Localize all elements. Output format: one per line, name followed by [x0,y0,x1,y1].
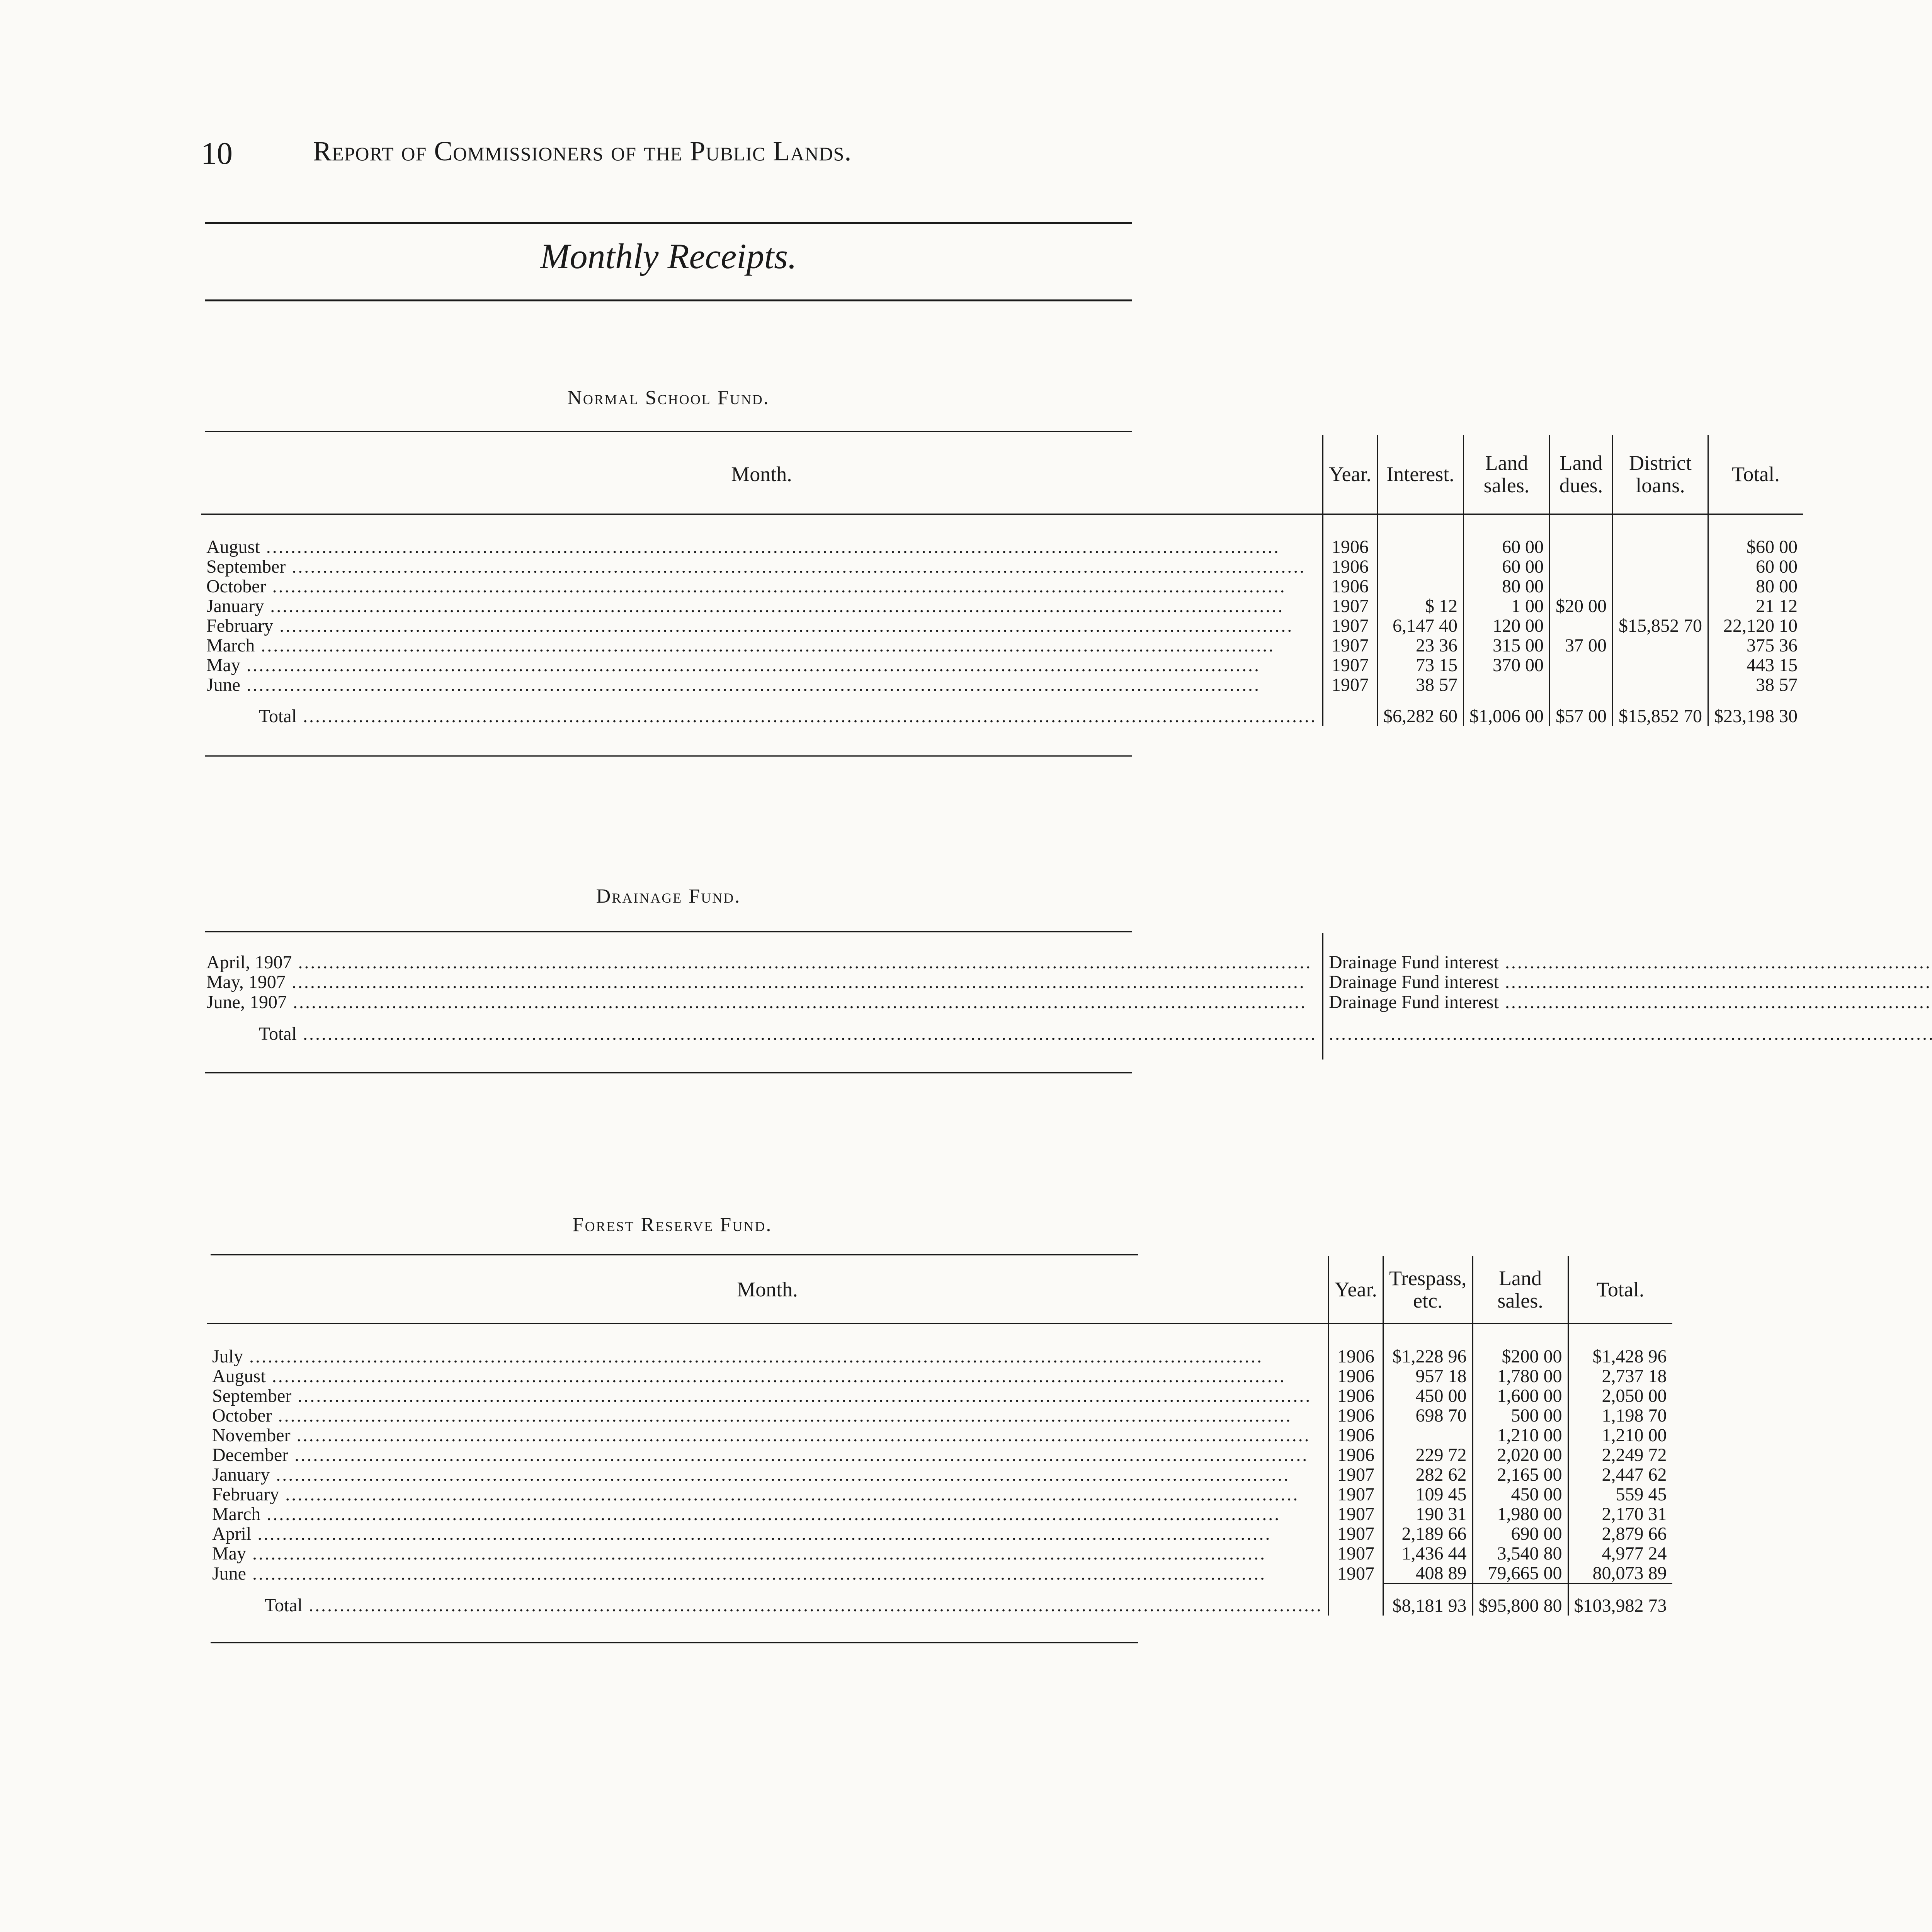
drainage-fund-title: Drainage Fund. [596,885,741,907]
row-land-sales: $200 00 [1473,1347,1568,1366]
row-year: 1907 [1328,1563,1383,1584]
row-total: $60 00 [1746,537,1798,557]
row-total: 22,120 10 [1723,616,1798,636]
row-description: Drainage Fund interest ..... [1323,972,1932,992]
row-description: Drainage Fund interest ..... [1323,992,1932,1012]
row-land-dues: $20 00 [1549,596,1612,616]
row-month: March ..... [201,636,1323,655]
row-interest [1377,577,1463,596]
normal-school-table [201,435,1803,726]
row-trespass: 408 89 [1383,1563,1473,1584]
normal-school-fund-title: Normal School Fund. [567,387,770,409]
table-row [207,1485,1672,1504]
row-month: April ..... [207,1524,1328,1544]
col-month-header: Month. [201,435,1323,514]
row-total: 2,879 66 [1602,1524,1667,1544]
forest-reserve-table [207,1256,1672,1616]
row-interest: 6,147 40 [1377,616,1463,636]
row-year: 1906 [1328,1425,1383,1445]
row-month: May ..... [207,1544,1328,1563]
row-month: August ..... [201,537,1323,557]
table-row [207,1406,1672,1425]
col-total-header: Total. [1568,1256,1672,1323]
row-trespass: 1,436 44 [1383,1544,1473,1563]
row-total: 4,977 24 [1602,1543,1667,1564]
table-row [207,1386,1672,1406]
row-month: February ..... [207,1485,1328,1504]
row-land-sales: 2,020 00 [1473,1445,1568,1465]
total-year [1323,695,1377,726]
row-total: 80,073 89 [1592,1563,1667,1583]
table-row [207,1563,1672,1584]
row-trespass: 698 70 [1383,1406,1473,1425]
row-year: 1907 [1323,675,1377,695]
row-total: 559 45 [1616,1484,1667,1505]
row-trespass: $1,228 96 [1383,1347,1473,1366]
table-row [201,636,1803,655]
row-total: 2,447 62 [1602,1464,1667,1485]
title-rule-bottom [205,299,1132,301]
total-year [1328,1584,1383,1616]
table-row [201,596,1803,616]
row-interest [1377,537,1463,557]
row-district-loans [1612,596,1708,616]
row-land-sales: 1,780 00 [1473,1366,1568,1386]
table-row [207,1425,1672,1445]
row-land-sales: 1 00 [1463,596,1549,616]
row-total: 38 57 [1755,675,1798,695]
total-land-sales: $1,006 00 [1463,695,1549,726]
row-interest: 73 15 [1377,655,1463,675]
col-land-dues-header: Land dues. [1549,435,1612,514]
row-land-sales: 370 00 [1463,655,1549,675]
total-row [201,1012,1932,1044]
row-trespass: 450 00 [1383,1386,1473,1406]
row-trespass: 2,189 66 [1383,1524,1473,1544]
row-month: May ..... [201,655,1323,675]
row-month: May, 1907 ..... [201,972,1323,992]
row-month: October ..... [201,577,1323,596]
drainage-rule-bottom [205,1072,1132,1073]
total-land-sales: $95,800 80 [1473,1584,1568,1616]
row-district-loans [1612,577,1708,596]
row-land-sales: 2,165 00 [1473,1465,1568,1485]
total-interest: $6,282 60 [1377,695,1463,726]
row-land-sales: 315 00 [1463,636,1549,655]
table-row [207,1366,1672,1386]
col-total-header: Total. [1708,435,1803,514]
row-total: 2,249 72 [1602,1445,1667,1465]
total-district-loans: $15,852 70 [1612,695,1708,726]
col-land-sales-header: Land sales. [1463,435,1549,514]
row-year: 1906 [1328,1406,1383,1425]
row-year: 1907 [1328,1544,1383,1563]
table-row [201,655,1803,675]
col-month-header: Month. [207,1256,1328,1323]
row-year: 1906 [1328,1366,1383,1386]
row-description: Drainage Fund interest ..... [1323,952,1932,972]
row-land-dues [1549,557,1612,577]
col-trespass-header: Trespass, etc. [1383,1256,1473,1323]
row-land-sales: 3,540 80 [1473,1544,1568,1563]
row-year: 1907 [1323,596,1377,616]
row-total: $1,428 96 [1592,1346,1667,1367]
row-month: June ..... [207,1563,1328,1584]
total-label: Total ..... [201,1012,1323,1044]
forest-rule-bottom [211,1642,1138,1643]
normal-school-rule-bottom [205,755,1132,757]
forest-reserve-fund-title: Forest Reserve Fund. [572,1214,772,1236]
table-row [201,972,1932,992]
total-row [201,695,1803,726]
row-land-dues [1549,655,1612,675]
row-interest: 23 36 [1377,636,1463,655]
row-total: 80 00 [1755,576,1798,597]
row-month: January ..... [207,1465,1328,1485]
row-trespass [1383,1425,1473,1445]
row-month: December ..... [207,1445,1328,1465]
col-interest-header: Interest. [1377,435,1463,514]
row-month: June ..... [201,675,1323,695]
total-label: Total ..... [201,695,1323,726]
table-row [207,1504,1672,1524]
row-land-sales [1463,675,1549,695]
row-district-loans [1612,636,1708,655]
row-total: 443 15 [1746,655,1798,675]
row-year: 1906 [1328,1445,1383,1465]
table-row [201,616,1803,636]
total-row [207,1584,1672,1616]
table-row [201,537,1803,557]
drainage-table [201,933,1932,1060]
row-trespass: 229 72 [1383,1445,1473,1465]
row-month: January ..... [201,596,1323,616]
row-district-loans [1612,655,1708,675]
row-month: September ..... [201,557,1323,577]
row-month: February ..... [201,616,1323,636]
row-trespass: 109 45 [1383,1485,1473,1504]
total-trespass: $8,181 93 [1383,1584,1473,1616]
row-land-dues [1549,537,1612,557]
row-land-sales: 60 00 [1463,557,1549,577]
row-land-dues [1549,675,1612,695]
row-year: 1906 [1328,1386,1383,1406]
running-header [201,135,1136,178]
table-row [201,952,1932,972]
row-total: 1,198 70 [1602,1405,1667,1426]
forest-rule-top [211,1254,1138,1255]
row-district-loans: $15,852 70 [1612,616,1708,636]
total-total: $23,198 30 [1714,706,1798,726]
col-district-loans-header: District loans. [1612,435,1708,514]
row-land-sales: 500 00 [1473,1406,1568,1425]
row-total: 2,050 00 [1602,1386,1667,1406]
row-year: 1906 [1323,577,1377,596]
table-row [201,992,1932,1012]
normal-school-rule-top [205,431,1132,432]
row-interest: $ 12 [1377,596,1463,616]
row-land-sales: 1,210 00 [1473,1425,1568,1445]
row-year: 1906 [1328,1347,1383,1366]
row-land-sales: 450 00 [1473,1485,1568,1504]
row-month: August ..... [207,1366,1328,1386]
table-row [201,577,1803,596]
row-month: November ..... [207,1425,1328,1445]
row-total: 375 36 [1746,635,1798,656]
row-year: 1907 [1328,1504,1383,1524]
running-title: Report of Commissioners of the Public Lands. [313,136,852,167]
row-land-sales: 80 00 [1463,577,1549,596]
row-total: 2,170 31 [1602,1504,1667,1524]
table-row [201,557,1803,577]
row-trespass: 957 18 [1383,1366,1473,1386]
row-land-sales: 690 00 [1473,1524,1568,1544]
total-leader [1323,1012,1932,1044]
row-month: March ..... [207,1504,1328,1524]
row-land-dues [1549,577,1612,596]
table-row [201,675,1803,695]
drainage-rule-top [205,931,1132,932]
row-land-sales: 1,600 00 [1473,1386,1568,1406]
row-land-sales: 120 00 [1463,616,1549,636]
col-year-header: Year. [1323,435,1377,514]
col-land-sales-header: Land sales. [1473,1256,1568,1323]
row-total: 2,737 18 [1602,1366,1667,1386]
row-year: 1907 [1323,616,1377,636]
row-year: 1907 [1323,655,1377,675]
row-year: 1907 [1328,1465,1383,1485]
row-district-loans [1612,675,1708,695]
row-total: 1,210 00 [1602,1425,1667,1446]
table-row [207,1524,1672,1544]
total-total: $103,982 73 [1568,1584,1672,1616]
table-row [207,1347,1672,1366]
row-month: April, 1907 ..... [201,952,1323,972]
row-district-loans [1612,557,1708,577]
row-land-sales: 79,665 00 [1473,1563,1568,1584]
row-year: 1907 [1328,1485,1383,1504]
table-row [207,1544,1672,1563]
page-title: Monthly Receipts. [540,236,797,276]
row-land-dues [1549,616,1612,636]
row-land-sales: 60 00 [1463,537,1549,557]
row-district-loans [1612,537,1708,557]
row-interest: 38 57 [1377,675,1463,695]
col-year-header: Year. [1328,1256,1383,1323]
row-total: 21 12 [1755,596,1798,616]
row-trespass: 190 31 [1383,1504,1473,1524]
total-label: Total ..... [207,1584,1328,1616]
row-year: 1907 [1323,636,1377,655]
row-month: October ..... [207,1406,1328,1425]
row-month: July ..... [207,1347,1328,1366]
table-row [207,1445,1672,1465]
title-rule-top [205,222,1132,224]
row-month: June, 1907 ..... [201,992,1323,1012]
row-land-sales: 1,980 00 [1473,1504,1568,1524]
row-trespass: 282 62 [1383,1465,1473,1485]
row-year: 1906 [1323,537,1377,557]
row-month: September ..... [207,1386,1328,1406]
row-year: 1906 [1323,557,1377,577]
row-land-dues: 37 00 [1549,636,1612,655]
table-row [207,1465,1672,1485]
row-total: 60 00 [1755,556,1798,577]
row-year: 1907 [1328,1524,1383,1544]
page-number: 10 [201,136,233,171]
total-land-dues: $57 00 [1549,695,1612,726]
row-interest [1377,557,1463,577]
